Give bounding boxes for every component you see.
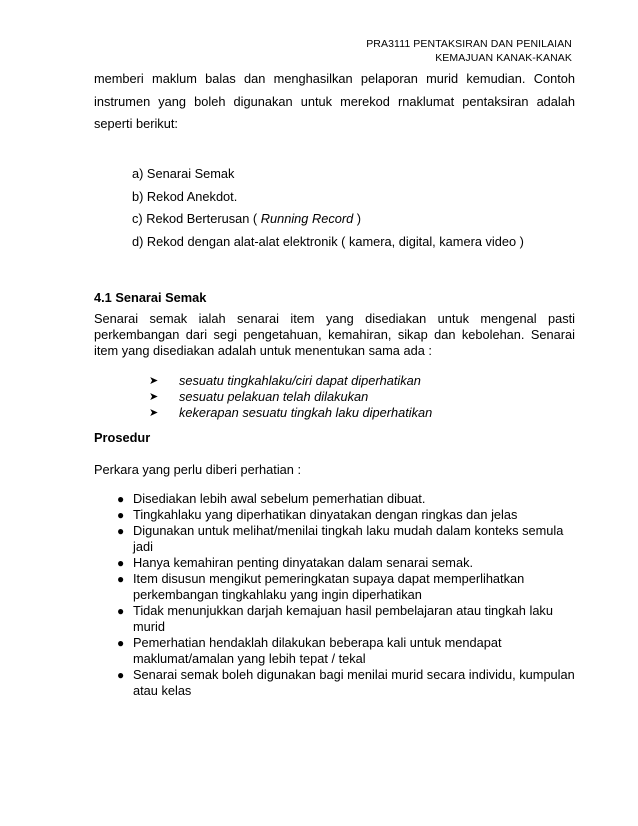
bullet-text: Pemerhatian hendaklah dilakukan beberapa kali untuk mendapat maklumat/amalan yang lebih tepat / tekal <box>133 635 502 666</box>
bullet-text: Tingkahlaku yang diperhatikan dinyatakan dengan ringkas dan jelas <box>133 507 518 522</box>
bullet-item <box>117 507 577 523</box>
arrow-item-text: sesuatu tingkahlaku/ciri dapat diperhatikan <box>179 373 421 388</box>
header-course-title: PRA3111 PENTAKSIRAN DAN PENILAIAN <box>366 38 572 50</box>
instrument-item-b: b) Rekod Anekdot. <box>132 188 238 204</box>
bullet-dot-icon: ● <box>117 556 125 570</box>
bullet-text: Hanya kemahiran penting dinyatakan dalam senarai semak. <box>133 555 474 570</box>
arrowhead-bullet-icon: ➤ <box>149 407 159 419</box>
instrument-item-c-suffix: ) <box>353 211 362 226</box>
arrow-list-item <box>149 389 432 405</box>
section-heading: 4.1 Senarai Semak <box>94 290 207 305</box>
section-definition: Senarai semak ialah senarai item yang disediakan untuk mengenal pasti perkembangan dari segi pengetahuan, kemahiran, sikap dan kebolehan. Senarai item yang disediakan adalah untuk menentukan sama ada : <box>94 311 575 358</box>
prosedur-lead: Perkara yang perlu diberi perhatian : <box>94 462 302 477</box>
header-course-subtitle: KEMAJUAN KANAK-KANAK <box>435 52 572 64</box>
instrument-item-c <box>132 208 524 231</box>
prosedur-heading: Prosedur <box>94 430 151 445</box>
bullet-item <box>117 635 577 667</box>
bullet-dot-icon: ● <box>117 604 125 618</box>
instrument-list <box>132 163 524 253</box>
bullet-text: Senarai semak boleh digunakan bagi menilai murid secara individu, kumpulan atau kelas <box>133 667 575 698</box>
bullet-dot-icon: ● <box>117 636 125 650</box>
instrument-item-a: a) Senarai Semak <box>132 166 235 181</box>
arrow-item-text: sesuatu pelakuan telah dilakukan <box>179 389 369 404</box>
intro-paragraph: memberi maklum balas dan menghasilkan pelaporan murid kemudian. Contoh instrumen yang boleh digunakan untuk merekod rnaklumat pentaksiran adalah seperti berikut: <box>94 71 575 131</box>
bullet-item <box>117 667 577 699</box>
bullet-dot-icon: ● <box>117 492 125 506</box>
arrowhead-bullet-icon: ➤ <box>149 375 159 387</box>
bullet-text: Digunakan untuk melihat/menilai tingkah laku mudah dalam konteks semula jadi <box>133 523 564 554</box>
prosedur-bullet-list <box>117 491 577 699</box>
bullet-item <box>117 491 577 507</box>
bullet-text: Disediakan lebih awal sebelum pemerhatian dibuat. <box>133 491 426 506</box>
arrow-list-item <box>149 405 432 421</box>
bullet-item <box>117 603 577 635</box>
bullet-item <box>117 555 577 571</box>
arrow-list-item <box>149 373 432 389</box>
arrow-item-text: kekerapan sesuatu tingkah laku diperhatikan <box>179 405 433 420</box>
instrument-item-d: d) Rekod dengan alat-alat elektronik ( kamera, digital, kamera video ) <box>132 233 524 249</box>
page-header <box>366 37 572 65</box>
instrument-item-c-italic: Running Record <box>260 211 354 226</box>
arrow-list <box>149 373 432 421</box>
instrument-item-c-prefix: c) Rekod Berterusan ( <box>132 211 261 226</box>
bullet-dot-icon: ● <box>117 668 125 682</box>
bullet-dot-icon: ● <box>117 524 125 538</box>
bullet-item <box>117 523 577 555</box>
bullet-item <box>117 571 577 603</box>
bullet-text: Item disusun mengikut pemeringkatan supaya dapat memperlihatkan perkembangan tingkahlaku yang ingin diperhatikan <box>133 571 525 602</box>
bullet-dot-icon: ● <box>117 508 125 522</box>
bullet-text: Tidak menunjukkan darjah kemajuan hasil pembelajaran atau tingkah laku murid <box>133 603 553 634</box>
bullet-dot-icon: ● <box>117 572 125 586</box>
arrowhead-bullet-icon: ➤ <box>149 391 159 403</box>
